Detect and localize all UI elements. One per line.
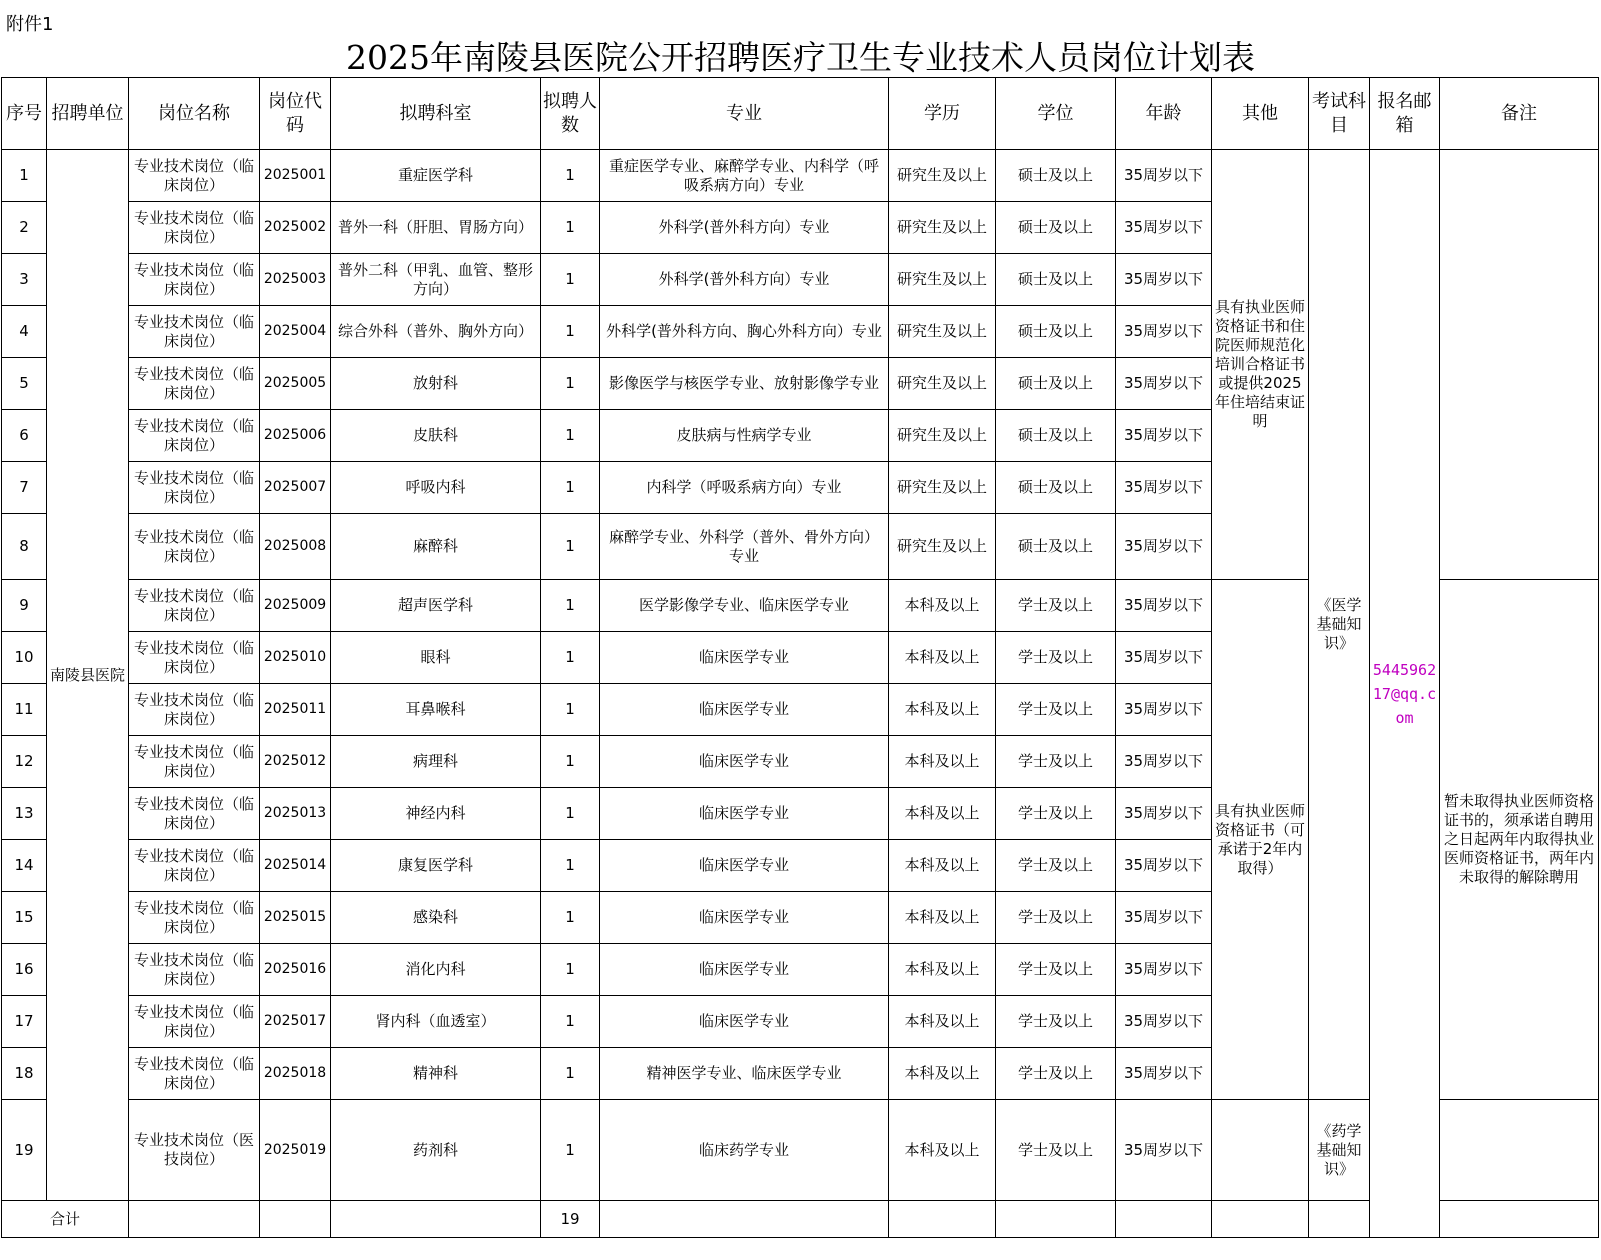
cell-degree: 硕士及以上 bbox=[996, 410, 1116, 462]
cell-major: 医学影像学专业、临床医学专业 bbox=[600, 580, 889, 632]
cell-major: 重症医学专业、麻醉学专业、内科学（呼吸系病方向）专业 bbox=[600, 150, 889, 202]
cell-no: 9 bbox=[2, 580, 47, 632]
cell-department: 神经内科 bbox=[331, 788, 541, 840]
cell-degree: 硕士及以上 bbox=[996, 514, 1116, 580]
cell-post-code: 2025001 bbox=[260, 150, 331, 202]
cell-no: 19 bbox=[2, 1100, 47, 1201]
cell-remark-group: 暂未取得执业医师资格证书的，须承诺自聘用之日起两年内取得执业医师资格证书，两年内未取得的解除聘用 bbox=[1440, 580, 1599, 1100]
cell-department: 耳鼻喉科 bbox=[331, 684, 541, 736]
cell-degree: 学士及以上 bbox=[996, 684, 1116, 736]
cell-department: 麻醉科 bbox=[331, 514, 541, 580]
total-empty bbox=[996, 1201, 1116, 1238]
cell-department: 超声医学科 bbox=[331, 580, 541, 632]
cell-post-code: 2025015 bbox=[260, 892, 331, 944]
cell-age: 35周岁以下 bbox=[1116, 632, 1212, 684]
cell-post-name: 专业技术岗位（临床岗位） bbox=[129, 840, 260, 892]
cell-post-code: 2025009 bbox=[260, 580, 331, 632]
cell-age: 35周岁以下 bbox=[1116, 736, 1212, 788]
cell-no: 16 bbox=[2, 944, 47, 996]
cell-department: 皮肤科 bbox=[331, 410, 541, 462]
total-empty bbox=[331, 1201, 541, 1238]
cell-post-code: 2025005 bbox=[260, 358, 331, 410]
cell-department: 药剂科 bbox=[331, 1100, 541, 1201]
cell-degree: 学士及以上 bbox=[996, 580, 1116, 632]
cell-post-code: 2025019 bbox=[260, 1100, 331, 1201]
cell-no: 12 bbox=[2, 736, 47, 788]
cell-count: 1 bbox=[541, 632, 600, 684]
header-age: 年龄 bbox=[1116, 78, 1212, 150]
cell-age: 35周岁以下 bbox=[1116, 788, 1212, 840]
cell-post-name: 专业技术岗位（临床岗位） bbox=[129, 944, 260, 996]
cell-education: 本科及以上 bbox=[889, 1100, 996, 1201]
cell-post-name: 专业技术岗位（临床岗位） bbox=[129, 254, 260, 306]
cell-post-name: 专业技术岗位（临床岗位） bbox=[129, 306, 260, 358]
cell-post-name: 专业技术岗位（临床岗位） bbox=[129, 996, 260, 1048]
cell-department: 放射科 bbox=[331, 358, 541, 410]
cell-post-name: 专业技术岗位（临床岗位） bbox=[129, 462, 260, 514]
cell-age: 35周岁以下 bbox=[1116, 1100, 1212, 1201]
cell-major: 临床医学专业 bbox=[600, 892, 889, 944]
cell-education: 研究生及以上 bbox=[889, 514, 996, 580]
cell-department: 肾内科（血透室） bbox=[331, 996, 541, 1048]
cell-education: 研究生及以上 bbox=[889, 462, 996, 514]
cell-no: 5 bbox=[2, 358, 47, 410]
cell-count: 1 bbox=[541, 150, 600, 202]
cell-degree: 硕士及以上 bbox=[996, 254, 1116, 306]
cell-no: 13 bbox=[2, 788, 47, 840]
header-major: 专业 bbox=[600, 78, 889, 150]
cell-count: 1 bbox=[541, 254, 600, 306]
recruitment-table bbox=[1, 77, 1599, 1238]
cell-post-code: 2025004 bbox=[260, 306, 331, 358]
cell-degree: 硕士及以上 bbox=[996, 306, 1116, 358]
cell-post-name: 专业技术岗位（临床岗位） bbox=[129, 632, 260, 684]
cell-education: 研究生及以上 bbox=[889, 254, 996, 306]
cell-department: 精神科 bbox=[331, 1048, 541, 1100]
cell-major: 外科学(普外科方向）专业 bbox=[600, 202, 889, 254]
cell-education: 研究生及以上 bbox=[889, 358, 996, 410]
cell-age: 35周岁以下 bbox=[1116, 410, 1212, 462]
cell-degree: 学士及以上 bbox=[996, 892, 1116, 944]
cell-degree: 学士及以上 bbox=[996, 1100, 1116, 1201]
cell-major: 临床药学专业 bbox=[600, 1100, 889, 1201]
cell-no: 18 bbox=[2, 1048, 47, 1100]
cell-no: 11 bbox=[2, 684, 47, 736]
header-other: 其他 bbox=[1212, 78, 1309, 150]
cell-post-code: 2025012 bbox=[260, 736, 331, 788]
cell-post-name: 专业技术岗位（临床岗位） bbox=[129, 514, 260, 580]
cell-department: 消化内科 bbox=[331, 944, 541, 996]
cell-post-name: 专业技术岗位（临床岗位） bbox=[129, 892, 260, 944]
cell-department: 呼吸内科 bbox=[331, 462, 541, 514]
cell-age: 35周岁以下 bbox=[1116, 254, 1212, 306]
cell-major: 临床医学专业 bbox=[600, 996, 889, 1048]
cell-no: 4 bbox=[2, 306, 47, 358]
cell-degree: 硕士及以上 bbox=[996, 202, 1116, 254]
cell-education: 本科及以上 bbox=[889, 684, 996, 736]
cell-education: 研究生及以上 bbox=[889, 202, 996, 254]
header-degree: 学位 bbox=[996, 78, 1116, 150]
cell-count: 1 bbox=[541, 944, 600, 996]
cell-post-code: 2025002 bbox=[260, 202, 331, 254]
cell-count: 1 bbox=[541, 358, 600, 410]
cell-exam-group-1: 《医学基础知识》 bbox=[1309, 150, 1370, 1100]
cell-post-name: 专业技术岗位（临床岗位） bbox=[129, 788, 260, 840]
cell-exam-group-2: 《药学基础知识》 bbox=[1309, 1100, 1370, 1201]
cell-education: 研究生及以上 bbox=[889, 410, 996, 462]
page-title: 2025年南陵县医院公开招聘医疗卫生专业技术人员岗位计划表 bbox=[346, 38, 1255, 77]
cell-degree: 学士及以上 bbox=[996, 1048, 1116, 1100]
cell-major: 外科学(普外科方向、胸心外科方向）专业 bbox=[600, 306, 889, 358]
cell-degree: 学士及以上 bbox=[996, 632, 1116, 684]
total-empty bbox=[1116, 1201, 1212, 1238]
cell-education: 本科及以上 bbox=[889, 580, 996, 632]
cell-education: 本科及以上 bbox=[889, 944, 996, 996]
cell-major: 影像医学与核医学专业、放射影像学专业 bbox=[600, 358, 889, 410]
cell-post-code: 2025008 bbox=[260, 514, 331, 580]
cell-no: 6 bbox=[2, 410, 47, 462]
cell-education: 本科及以上 bbox=[889, 632, 996, 684]
cell-no: 10 bbox=[2, 632, 47, 684]
cell-count: 1 bbox=[541, 202, 600, 254]
cell-count: 1 bbox=[541, 306, 600, 358]
cell-education: 本科及以上 bbox=[889, 1048, 996, 1100]
cell-education: 研究生及以上 bbox=[889, 150, 996, 202]
cell-major: 麻醉学专业、外科学（普外、骨外方向）专业 bbox=[600, 514, 889, 580]
cell-degree: 学士及以上 bbox=[996, 736, 1116, 788]
total-empty bbox=[129, 1201, 260, 1238]
cell-count: 1 bbox=[541, 580, 600, 632]
cell-department: 感染科 bbox=[331, 892, 541, 944]
cell-post-code: 2025006 bbox=[260, 410, 331, 462]
total-count: 19 bbox=[541, 1201, 600, 1238]
cell-post-code: 2025014 bbox=[260, 840, 331, 892]
cell-age: 35周岁以下 bbox=[1116, 462, 1212, 514]
cell-major: 外科学(普外科方向）专业 bbox=[600, 254, 889, 306]
cell-age: 35周岁以下 bbox=[1116, 306, 1212, 358]
cell-post-code: 2025007 bbox=[260, 462, 331, 514]
cell-post-name: 专业技术岗位（临床岗位） bbox=[129, 684, 260, 736]
header-unit: 招聘单位 bbox=[47, 78, 129, 150]
cell-other-group-1: 具有执业医师资格证书和住院医师规范化培训合格证书或提供2025年住培结束证明 bbox=[1212, 150, 1309, 580]
cell-post-name: 专业技术岗位（临床岗位） bbox=[129, 150, 260, 202]
cell-count: 1 bbox=[541, 788, 600, 840]
cell-education: 研究生及以上 bbox=[889, 306, 996, 358]
cell-department: 重症医学科 bbox=[331, 150, 541, 202]
cell-department: 病理科 bbox=[331, 736, 541, 788]
cell-major: 临床医学专业 bbox=[600, 736, 889, 788]
cell-major: 皮肤病与性病学专业 bbox=[600, 410, 889, 462]
cell-count: 1 bbox=[541, 840, 600, 892]
cell-post-code: 2025013 bbox=[260, 788, 331, 840]
cell-department: 眼科 bbox=[331, 632, 541, 684]
cell-age: 35周岁以下 bbox=[1116, 944, 1212, 996]
cell-post-name: 专业技术岗位（临床岗位） bbox=[129, 358, 260, 410]
cell-count: 1 bbox=[541, 462, 600, 514]
table-row bbox=[2, 1100, 1599, 1201]
cell-major: 临床医学专业 bbox=[600, 944, 889, 996]
header-row bbox=[2, 78, 1599, 150]
total-empty bbox=[889, 1201, 996, 1238]
cell-post-code: 2025017 bbox=[260, 996, 331, 1048]
table-body bbox=[2, 150, 1599, 1238]
cell-no: 17 bbox=[2, 996, 47, 1048]
header-remark: 备注 bbox=[1440, 78, 1599, 150]
header-exam: 考试科目 bbox=[1309, 78, 1370, 150]
cell-post-name: 专业技术岗位（临床岗位） bbox=[129, 1048, 260, 1100]
header-count: 拟聘人数 bbox=[541, 78, 600, 150]
header-email: 报名邮箱 bbox=[1370, 78, 1440, 150]
total-empty bbox=[600, 1201, 889, 1238]
cell-count: 1 bbox=[541, 892, 600, 944]
cell-education: 本科及以上 bbox=[889, 840, 996, 892]
total-empty bbox=[260, 1201, 331, 1238]
cell-post-code: 2025016 bbox=[260, 944, 331, 996]
cell-education: 本科及以上 bbox=[889, 996, 996, 1048]
cell-count: 1 bbox=[541, 736, 600, 788]
cell-email: 544596217@qq.com bbox=[1370, 150, 1440, 1238]
cell-major: 内科学（呼吸系病方向）专业 bbox=[600, 462, 889, 514]
cell-major: 临床医学专业 bbox=[600, 684, 889, 736]
cell-post-name: 专业技术岗位（医技岗位） bbox=[129, 1100, 260, 1201]
cell-degree: 学士及以上 bbox=[996, 996, 1116, 1048]
cell-count: 1 bbox=[541, 514, 600, 580]
cell-age: 35周岁以下 bbox=[1116, 1048, 1212, 1100]
header-department: 拟聘科室 bbox=[331, 78, 541, 150]
cell-no: 3 bbox=[2, 254, 47, 306]
cell-degree: 硕士及以上 bbox=[996, 150, 1116, 202]
cell-major: 临床医学专业 bbox=[600, 840, 889, 892]
cell-age: 35周岁以下 bbox=[1116, 514, 1212, 580]
cell-no: 15 bbox=[2, 892, 47, 944]
cell-count: 1 bbox=[541, 684, 600, 736]
header-education: 学历 bbox=[889, 78, 996, 150]
total-empty bbox=[1440, 1201, 1599, 1238]
header-post-name: 岗位名称 bbox=[129, 78, 260, 150]
total-label: 合计 bbox=[2, 1201, 129, 1238]
cell-post-name: 专业技术岗位（临床岗位） bbox=[129, 736, 260, 788]
cell-degree: 硕士及以上 bbox=[996, 358, 1116, 410]
cell-age: 35周岁以下 bbox=[1116, 580, 1212, 632]
cell-post-code: 2025010 bbox=[260, 632, 331, 684]
cell-post-code: 2025018 bbox=[260, 1048, 331, 1100]
cell-degree: 学士及以上 bbox=[996, 944, 1116, 996]
cell-education: 本科及以上 bbox=[889, 788, 996, 840]
cell-count: 1 bbox=[541, 1100, 600, 1201]
cell-no: 8 bbox=[2, 514, 47, 580]
cell-age: 35周岁以下 bbox=[1116, 150, 1212, 202]
cell-department: 康复医学科 bbox=[331, 840, 541, 892]
cell-age: 35周岁以下 bbox=[1116, 892, 1212, 944]
cell-department: 综合外科（普外、胸外方向） bbox=[331, 306, 541, 358]
cell-remark-empty bbox=[1440, 1100, 1599, 1201]
cell-count: 1 bbox=[541, 410, 600, 462]
cell-no: 1 bbox=[2, 150, 47, 202]
cell-unit: 南陵县医院 bbox=[47, 150, 129, 1201]
cell-education: 本科及以上 bbox=[889, 892, 996, 944]
header-no: 序号 bbox=[2, 78, 47, 150]
total-empty bbox=[1212, 1201, 1309, 1238]
cell-no: 14 bbox=[2, 840, 47, 892]
cell-department: 普外二科（甲乳、血管、整形方向） bbox=[331, 254, 541, 306]
cell-age: 35周岁以下 bbox=[1116, 840, 1212, 892]
cell-age: 35周岁以下 bbox=[1116, 684, 1212, 736]
cell-post-name: 专业技术岗位（临床岗位） bbox=[129, 202, 260, 254]
attachment-label: 附件1 bbox=[6, 14, 54, 35]
cell-count: 1 bbox=[541, 1048, 600, 1100]
total-row bbox=[2, 1201, 1599, 1238]
cell-age: 35周岁以下 bbox=[1116, 996, 1212, 1048]
cell-degree: 学士及以上 bbox=[996, 840, 1116, 892]
table-row bbox=[2, 150, 1599, 202]
cell-age: 35周岁以下 bbox=[1116, 202, 1212, 254]
cell-education: 本科及以上 bbox=[889, 736, 996, 788]
cell-other-empty bbox=[1212, 1100, 1309, 1201]
cell-no: 7 bbox=[2, 462, 47, 514]
cell-post-code: 2025003 bbox=[260, 254, 331, 306]
cell-post-name: 专业技术岗位（临床岗位） bbox=[129, 580, 260, 632]
cell-degree: 硕士及以上 bbox=[996, 462, 1116, 514]
cell-major: 临床医学专业 bbox=[600, 632, 889, 684]
cell-major: 精神医学专业、临床医学专业 bbox=[600, 1048, 889, 1100]
cell-degree: 学士及以上 bbox=[996, 788, 1116, 840]
cell-major: 临床医学专业 bbox=[600, 788, 889, 840]
cell-remark-empty bbox=[1440, 150, 1599, 580]
cell-other-group-2: 具有执业医师资格证书（可承诺于2年内取得） bbox=[1212, 580, 1309, 1100]
cell-department: 普外一科（肝胆、胃肠方向） bbox=[331, 202, 541, 254]
header-post-code: 岗位代码 bbox=[260, 78, 331, 150]
cell-no: 2 bbox=[2, 202, 47, 254]
cell-count: 1 bbox=[541, 996, 600, 1048]
cell-post-name: 专业技术岗位（临床岗位） bbox=[129, 410, 260, 462]
cell-post-code: 2025011 bbox=[260, 684, 331, 736]
cell-age: 35周岁以下 bbox=[1116, 358, 1212, 410]
total-empty bbox=[1309, 1201, 1370, 1238]
